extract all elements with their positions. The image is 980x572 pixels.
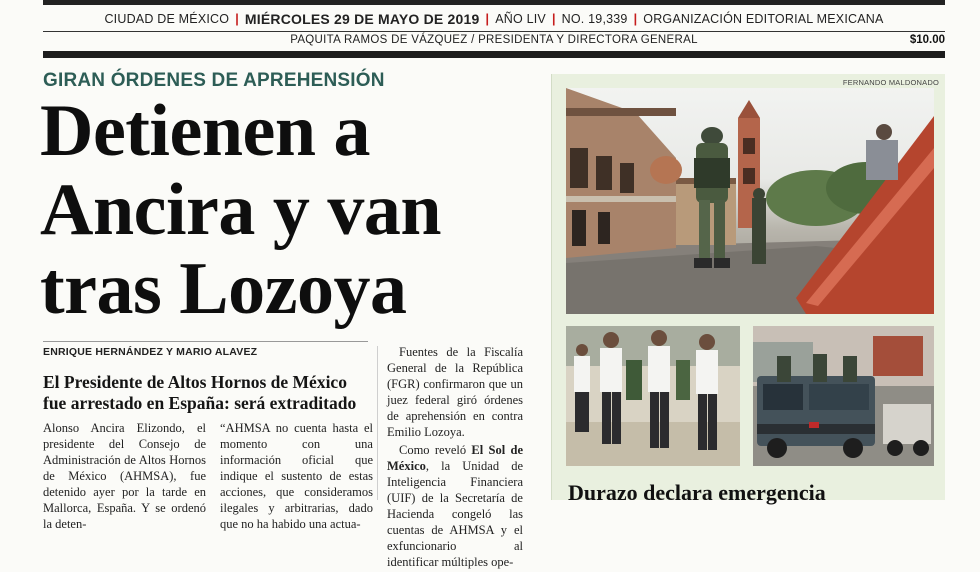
story-headline[interactable] <box>40 92 530 329</box>
separator-bar: | <box>235 12 239 26</box>
column-text-rest: , la Unidad de Inteligencia Financiera (UIF) de la Secretaría de Hacienda congeló las cuentas de AHMSA y el exfuncionario al identificar múltiples ope- <box>387 459 523 569</box>
column-text: Alonso Ancira Elizondo, el presidente del Consejo de Administración de Altos Hornos de México (AHMSA), fue detenido ayer por la tarde en Mallorca, España. Y se ordenó la deten- <box>43 421 206 531</box>
masthead-date: MIÉRCOLES 29 DE MAYO DE 2019 <box>244 11 480 27</box>
headline-line: tras Lozoya <box>40 248 407 330</box>
headline-line: Ancira y van <box>40 169 441 251</box>
column-text-lead: Como reveló <box>399 443 472 457</box>
military-convoy-photo[interactable] <box>753 326 934 466</box>
side-panel-headline[interactable]: Durazo declara emergencia <box>568 480 826 505</box>
military-convoy-illustration <box>753 326 934 466</box>
newspaper-name: El Sol de México <box>387 443 523 473</box>
soldier-street-illustration <box>566 88 934 314</box>
story-column-3 <box>387 344 523 572</box>
officials-walking-illustration <box>566 326 740 466</box>
masthead-organization: ORGANIZACIÓN EDITORIAL MEXICANA <box>643 12 884 26</box>
column-divider <box>377 346 378 500</box>
story-kicker: GIRAN ÓRDENES DE APREHENSIÓN <box>43 70 385 91</box>
side-panel <box>551 74 945 505</box>
masthead-dateline <box>43 9 945 29</box>
photo-credit: FERNANDO MALDONADO <box>842 78 939 87</box>
masthead-thick-rule <box>43 51 945 58</box>
masthead-thin-rule <box>43 31 945 32</box>
byline-rule <box>43 341 368 342</box>
story-column-1 <box>43 420 206 534</box>
masthead-year: AÑO LIV <box>495 12 546 26</box>
officials-walking-photo[interactable] <box>566 326 740 466</box>
column-text: “AHMSA no cuenta hasta el momento con una información oficial que indique el sustento de estas acciones, que consideramos ilegales y arbitrarias, dado que no ha habido una actua- <box>220 421 373 531</box>
masthead-top-rule <box>43 0 945 5</box>
masthead-city: CIUDAD DE MÉXICO <box>104 12 230 26</box>
soldier-street-photo[interactable] <box>566 88 934 314</box>
column-text <box>387 442 523 570</box>
story-byline: ENRIQUE HERNÁNDEZ Y MARIO ALAVEZ <box>43 346 258 358</box>
story-subhead: El Presidente de Altos Hornos de México fue arrestado en España: será extraditado <box>43 372 357 413</box>
masthead-price: $10.00 <box>909 34 945 46</box>
separator-bar: | <box>551 12 556 26</box>
headline-line: Detienen a <box>40 90 370 172</box>
story-column-2 <box>220 420 373 534</box>
separator-bar: | <box>485 12 490 26</box>
masthead-director: PAQUITA RAMOS DE VÁZQUEZ / PRESIDENTA Y DIRECTORA GENERAL <box>290 34 698 46</box>
column-text: Fuentes de la Fiscalía General de la República (FGR) confirmaron que un juez federal giró órdenes de aprehensión en contra Emilio Lozoya. <box>387 345 523 439</box>
masthead-number: NO. 19,339 <box>561 12 628 26</box>
separator-bar: | <box>633 12 638 26</box>
